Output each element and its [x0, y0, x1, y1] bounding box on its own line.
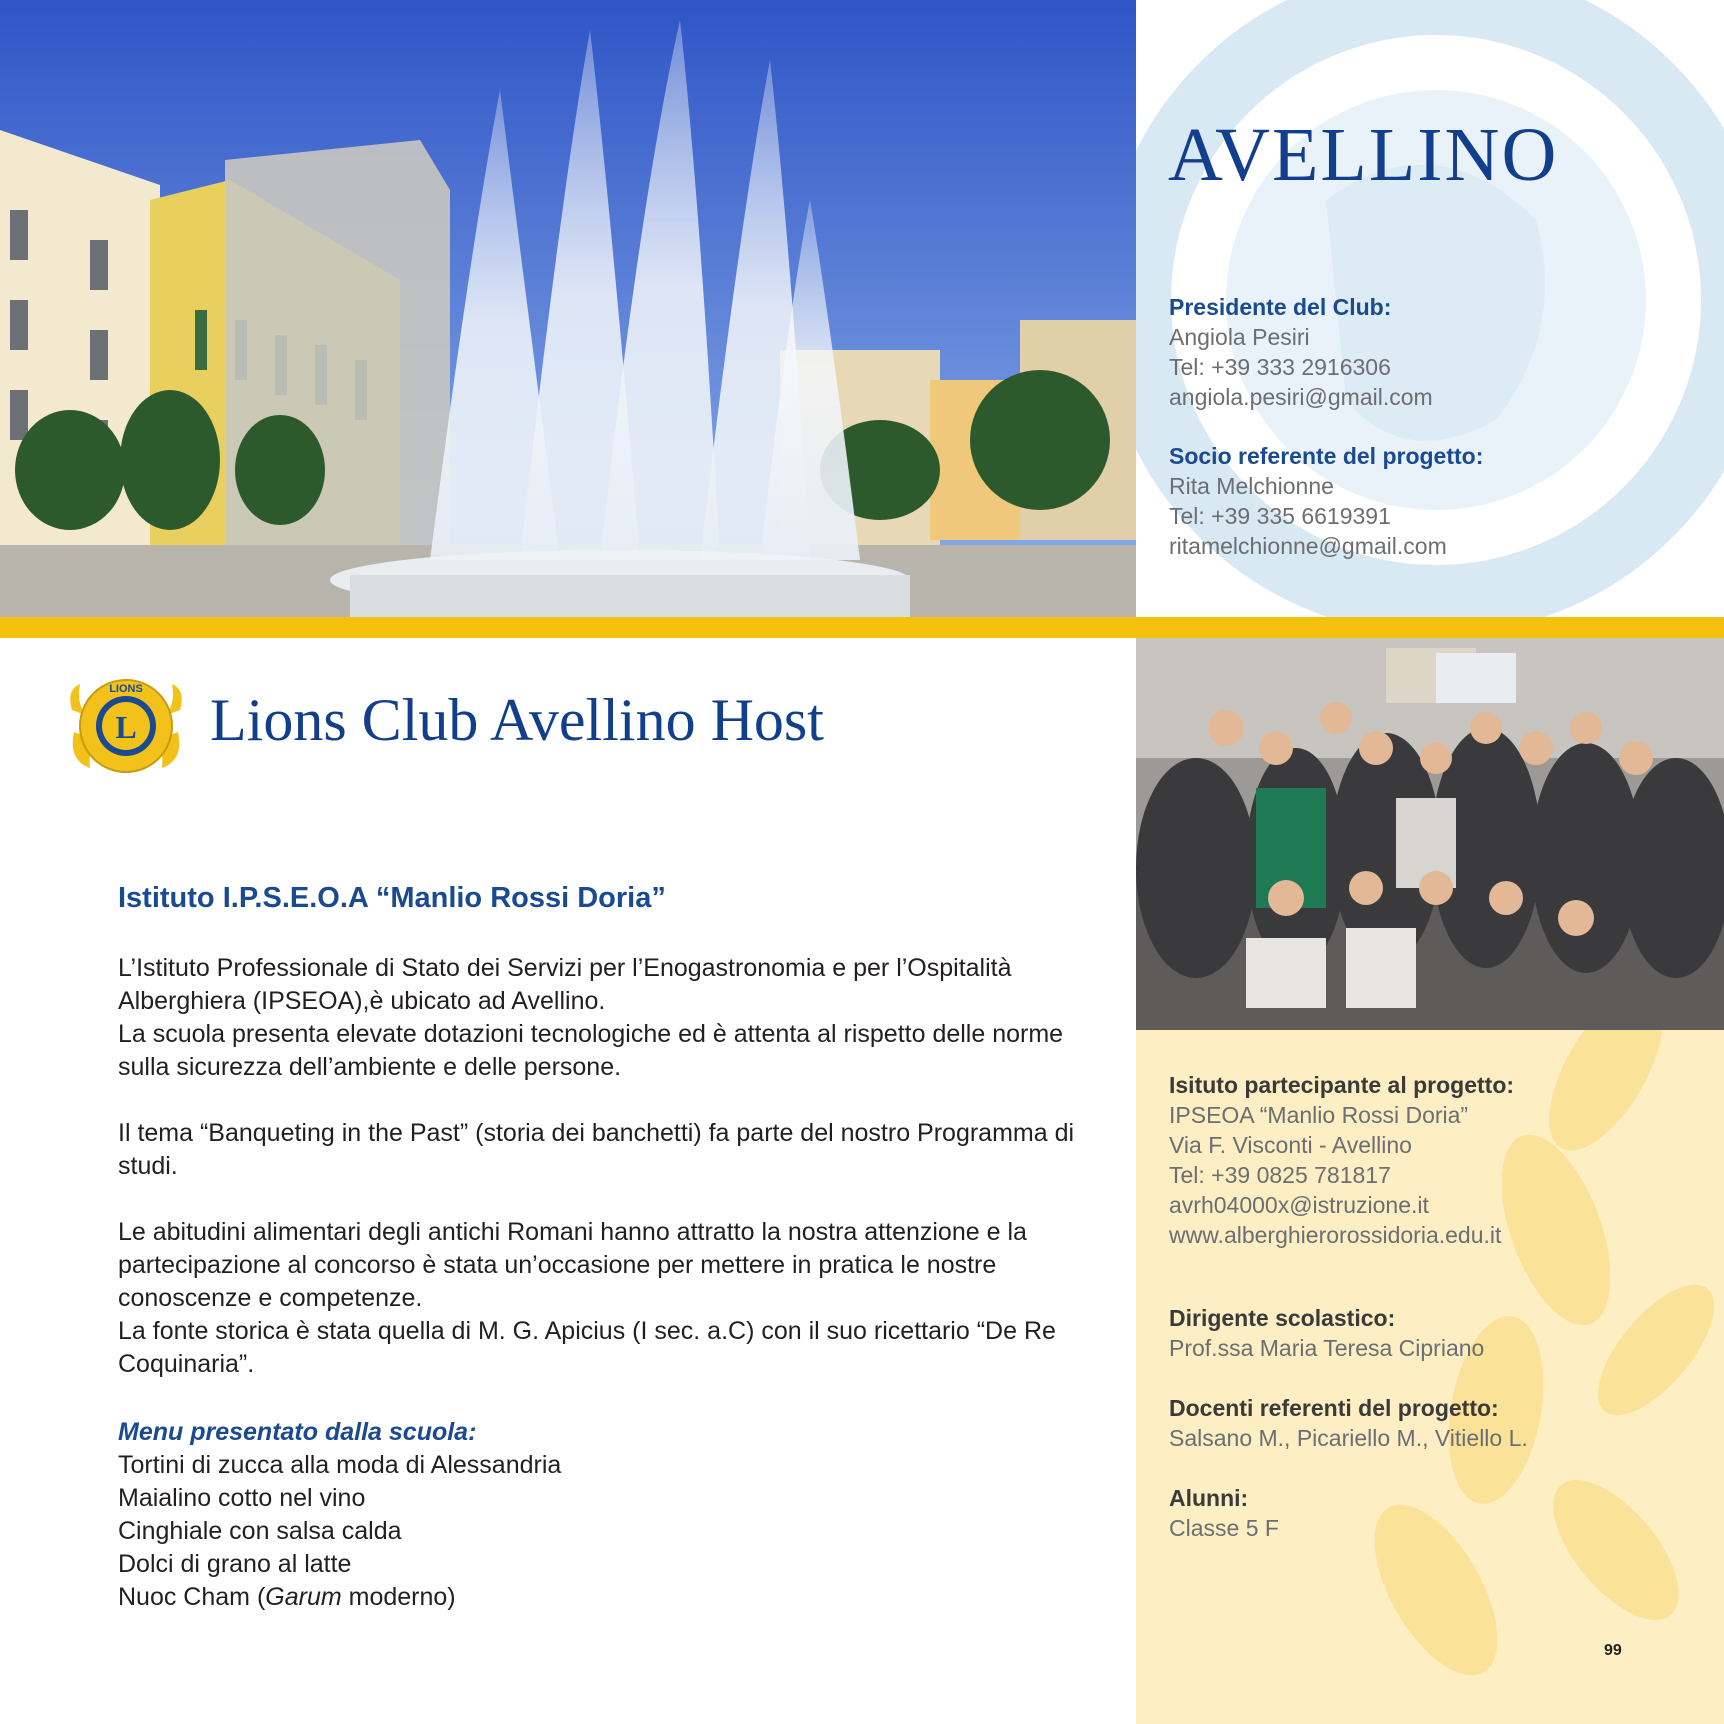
paragraph-3: Il tema “Banqueting in the Past” (storia dei banchetti) fa parte del nostro Programma di studi.: [118, 1119, 1075, 1180]
president-contact: [1169, 292, 1433, 412]
institute-info: [1169, 1070, 1514, 1250]
institute-address: Via F. Visconti - Avellino: [1169, 1132, 1412, 1158]
svg-text:L: L: [115, 709, 137, 745]
paragraph-2: La scuola presenta elevate dotazioni tecnologiche ed è attenta al rispetto delle norme sulla sicurezza dell’ambiente e delle persone.: [118, 1020, 1064, 1081]
menu-item: Cinghiale con salsa calda: [118, 1517, 402, 1545]
referent-label: Socio referente del progetto:: [1169, 443, 1484, 469]
students-label: Alunni:: [1169, 1485, 1249, 1511]
club-contact-panel: [1136, 0, 1724, 617]
paragraph-1: L’Istituto Professionale di Stato dei Servizi per l’Enogastronomia e per l’Ospitalità Alberghiera (IPSEOA),è ubicato ad Avellino.: [118, 954, 1012, 1015]
menu-item: Maialino cotto nel vino: [118, 1484, 366, 1512]
paragraph-5: La fonte storica è stata quella di M. G. Apicius (I sec. a.C) con il suo ricettario “De Re Coquinaria”.: [118, 1317, 1056, 1378]
menu-label: Menu presentato dalla scuola:: [118, 1418, 477, 1446]
menu-list: [118, 1449, 561, 1614]
city-title: AVELLINO: [1168, 113, 1559, 197]
menu-item: Dolci di grano al latte: [118, 1550, 352, 1578]
institute-website[interactable]: www.alberghierorossidoria.edu.it: [1169, 1222, 1502, 1248]
principal-info: [1169, 1303, 1484, 1363]
yellow-divider: [0, 617, 1724, 638]
school-title: Istituto I.P.S.E.O.A “Manlio Rossi Doria”: [118, 882, 666, 914]
institute-name: IPSEOA “Manlio Rossi Doria”: [1169, 1102, 1469, 1128]
institute-email[interactable]: avrh04000x@istruzione.it: [1169, 1192, 1429, 1218]
students-group-photo: [1136, 638, 1724, 1030]
referent-name: Rita Melchionne: [1169, 473, 1334, 499]
menu-item-prefix: Nuoc Cham (: [118, 1583, 266, 1611]
club-header: [66, 670, 1066, 790]
president-tel: Tel: +39 333 2916306: [1169, 354, 1391, 380]
students-info: [1169, 1483, 1279, 1543]
intro-text: [118, 952, 1108, 1084]
menu-item-last: [118, 1581, 561, 1614]
fountain-photo: [0, 0, 1136, 617]
president-label: Presidente del Club:: [1169, 294, 1392, 320]
referent-tel: Tel: +39 335 6619391: [1169, 503, 1391, 529]
principal-name: Prof.ssa Maria Teresa Cipriano: [1169, 1335, 1485, 1361]
students-class: Classe 5 F: [1169, 1515, 1279, 1541]
referent-contact: [1169, 441, 1483, 561]
teachers-info: [1169, 1393, 1528, 1453]
menu-item-suffix: moderno): [341, 1583, 456, 1611]
theme-text: [118, 1117, 1108, 1183]
referent-email[interactable]: ritamelchionne@gmail.com: [1169, 533, 1447, 559]
club-name: Lions Club Avellino Host: [210, 687, 824, 753]
teachers-names: Salsano M., Picariello M., Vitiello L.: [1169, 1425, 1528, 1451]
institute-label: Isituto partecipante al progetto:: [1169, 1072, 1515, 1098]
paragraph-4: Le abitudini alimentari degli antichi Romani hanno attratto la nostra attenzione e la partecipazione al concorso è stata un’occasione per mettere in pratica le nostre conoscenze e competenze.: [118, 1218, 1027, 1312]
president-email[interactable]: angiola.pesiri@gmail.com: [1169, 384, 1433, 410]
history-text: [118, 1216, 1108, 1381]
menu-item-italic: Garum: [265, 1583, 342, 1611]
institute-tel: Tel: +39 0825 781817: [1169, 1162, 1391, 1188]
teachers-label: Docenti referenti del progetto:: [1169, 1395, 1499, 1421]
page-number: 99: [1604, 1642, 1622, 1659]
menu-item: Tortini di zucca alla moda di Alessandria: [118, 1451, 562, 1479]
logo-text: LIONS: [109, 683, 143, 695]
lions-logo-icon: [66, 670, 186, 782]
project-info-panel: [1136, 1030, 1724, 1724]
president-name: Angiola Pesiri: [1169, 324, 1310, 350]
principal-label: Dirigente scolastico:: [1169, 1305, 1396, 1331]
